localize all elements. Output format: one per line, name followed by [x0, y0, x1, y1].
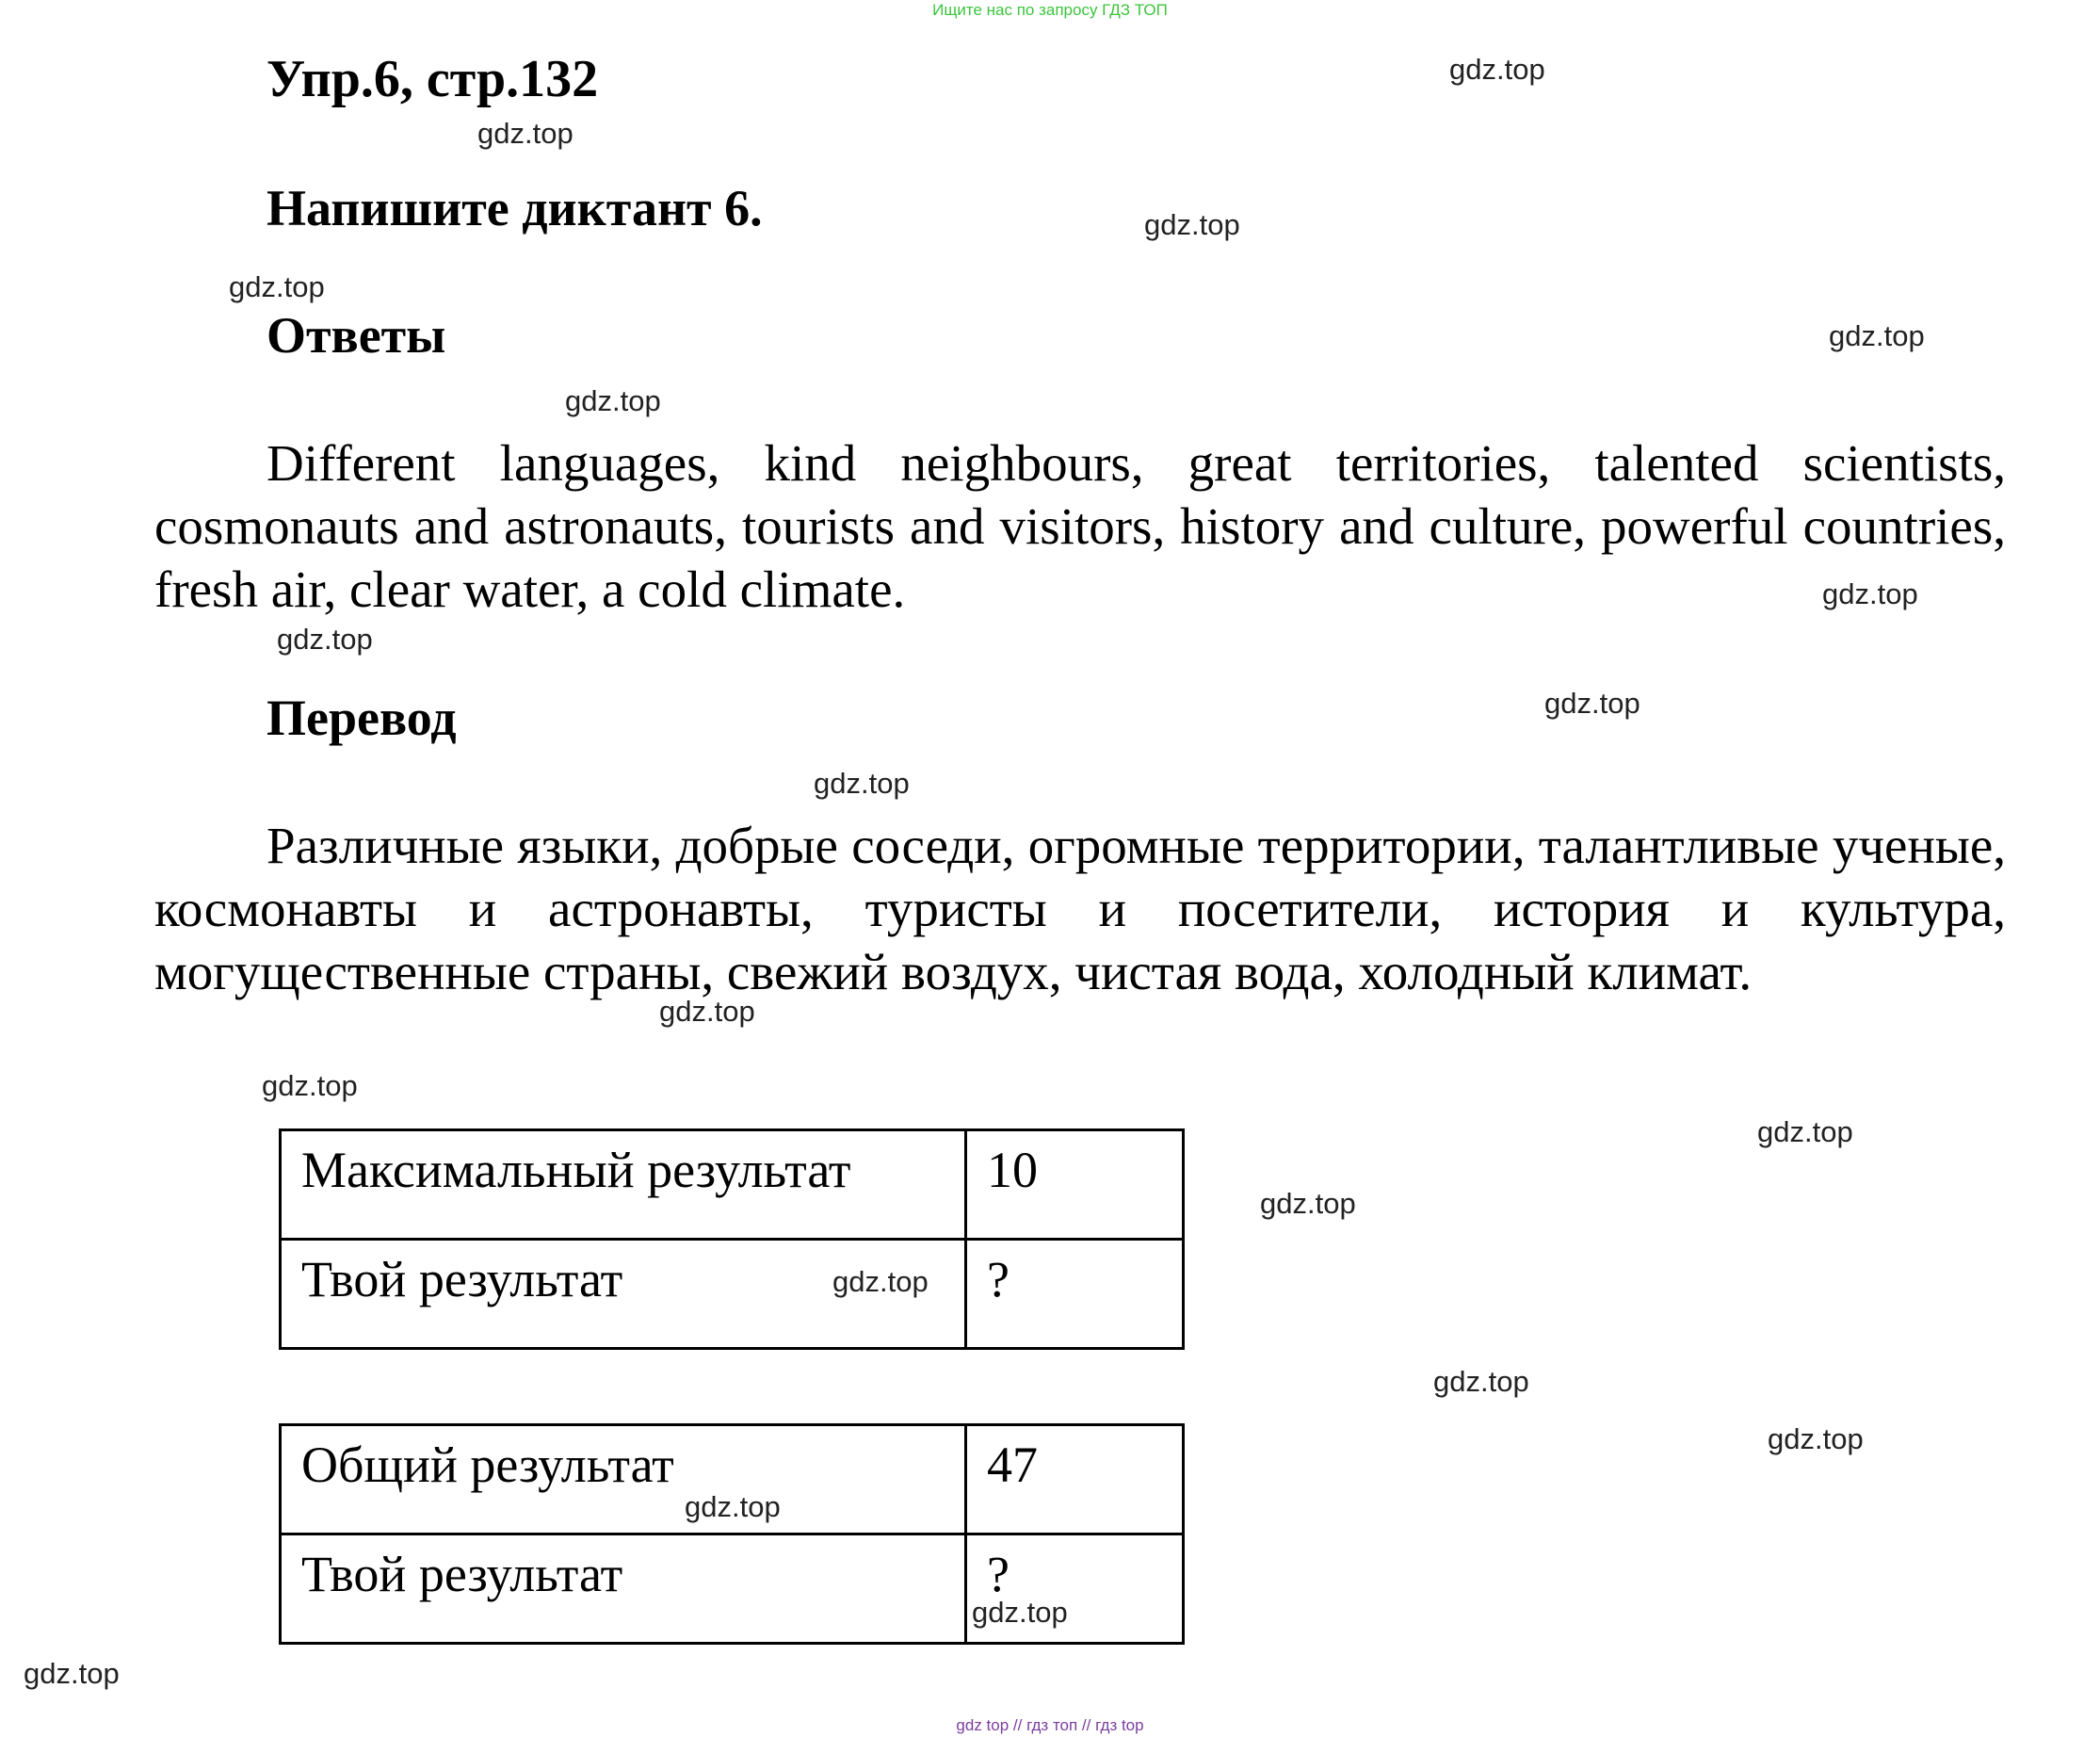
watermark: gdz.top: [477, 117, 573, 150]
answers-paragraph: Different languages, kind neighbours, great territories, talented scientists, cosmonauts and astronauts, tourists and visitors, history and culture, powerful countries, fresh air, clear water, a cold climate.: [154, 434, 2006, 618]
your-total-label: Твой результат: [281, 1534, 966, 1644]
watermark: gdz.top: [685, 1490, 781, 1523]
score-table: [279, 1128, 1185, 1350]
watermark: gdz.top: [814, 767, 910, 800]
table-row: [281, 1130, 1184, 1240]
max-result-label: Максимальный результат: [281, 1130, 966, 1240]
watermark: gdz.top: [1822, 577, 1918, 610]
watermark: gdz.top: [1260, 1187, 1356, 1220]
watermark: gdz.top: [277, 623, 373, 656]
table-row: [281, 1240, 1184, 1349]
total-result-label: Общий результат: [281, 1425, 966, 1534]
bottom-banner: gdz top // гдз топ // гдз top: [956, 1716, 1144, 1734]
watermark: gdz.top: [229, 270, 325, 303]
watermark: gdz.top: [1768, 1422, 1864, 1455]
max-result-value: 10: [966, 1130, 1184, 1240]
watermark: gdz.top: [24, 1657, 120, 1690]
watermark: gdz.top: [832, 1265, 929, 1298]
total-result-value: 47: [966, 1425, 1184, 1534]
watermark: gdz.top: [1449, 53, 1545, 86]
your-total-value: ?: [966, 1534, 1184, 1644]
your-result-label: Твой результат: [281, 1240, 966, 1349]
exercise-title: Упр.6, стр.132: [267, 50, 599, 108]
translation-heading: Перевод: [267, 690, 457, 746]
task-heading: Напишите диктант 6.: [267, 180, 763, 236]
watermark: gdz.top: [262, 1069, 358, 1102]
watermark: gdz.top: [1544, 687, 1640, 720]
watermark: gdz.top: [565, 384, 661, 417]
watermark: gdz.top: [1757, 1115, 1853, 1148]
translation-paragraph: Различные языки, добрые соседи, огромные территории, талантливые ученые, космонавты и астронавты, туристы и посетители, история и культура, могущественные страны, свежий воздух, чистая вода, холодный климат.: [154, 817, 2006, 1000]
top-banner: Ищите нас по запросу ГДЗ ТОП: [932, 1, 1168, 19]
watermark: gdz.top: [1829, 319, 1925, 352]
answers-heading: Ответы: [267, 307, 446, 364]
your-result-value: ?: [966, 1240, 1184, 1349]
watermark: gdz.top: [659, 995, 755, 1028]
watermark: gdz.top: [1144, 208, 1240, 241]
watermark: gdz.top: [1433, 1365, 1529, 1398]
watermark: gdz.top: [972, 1596, 1068, 1629]
